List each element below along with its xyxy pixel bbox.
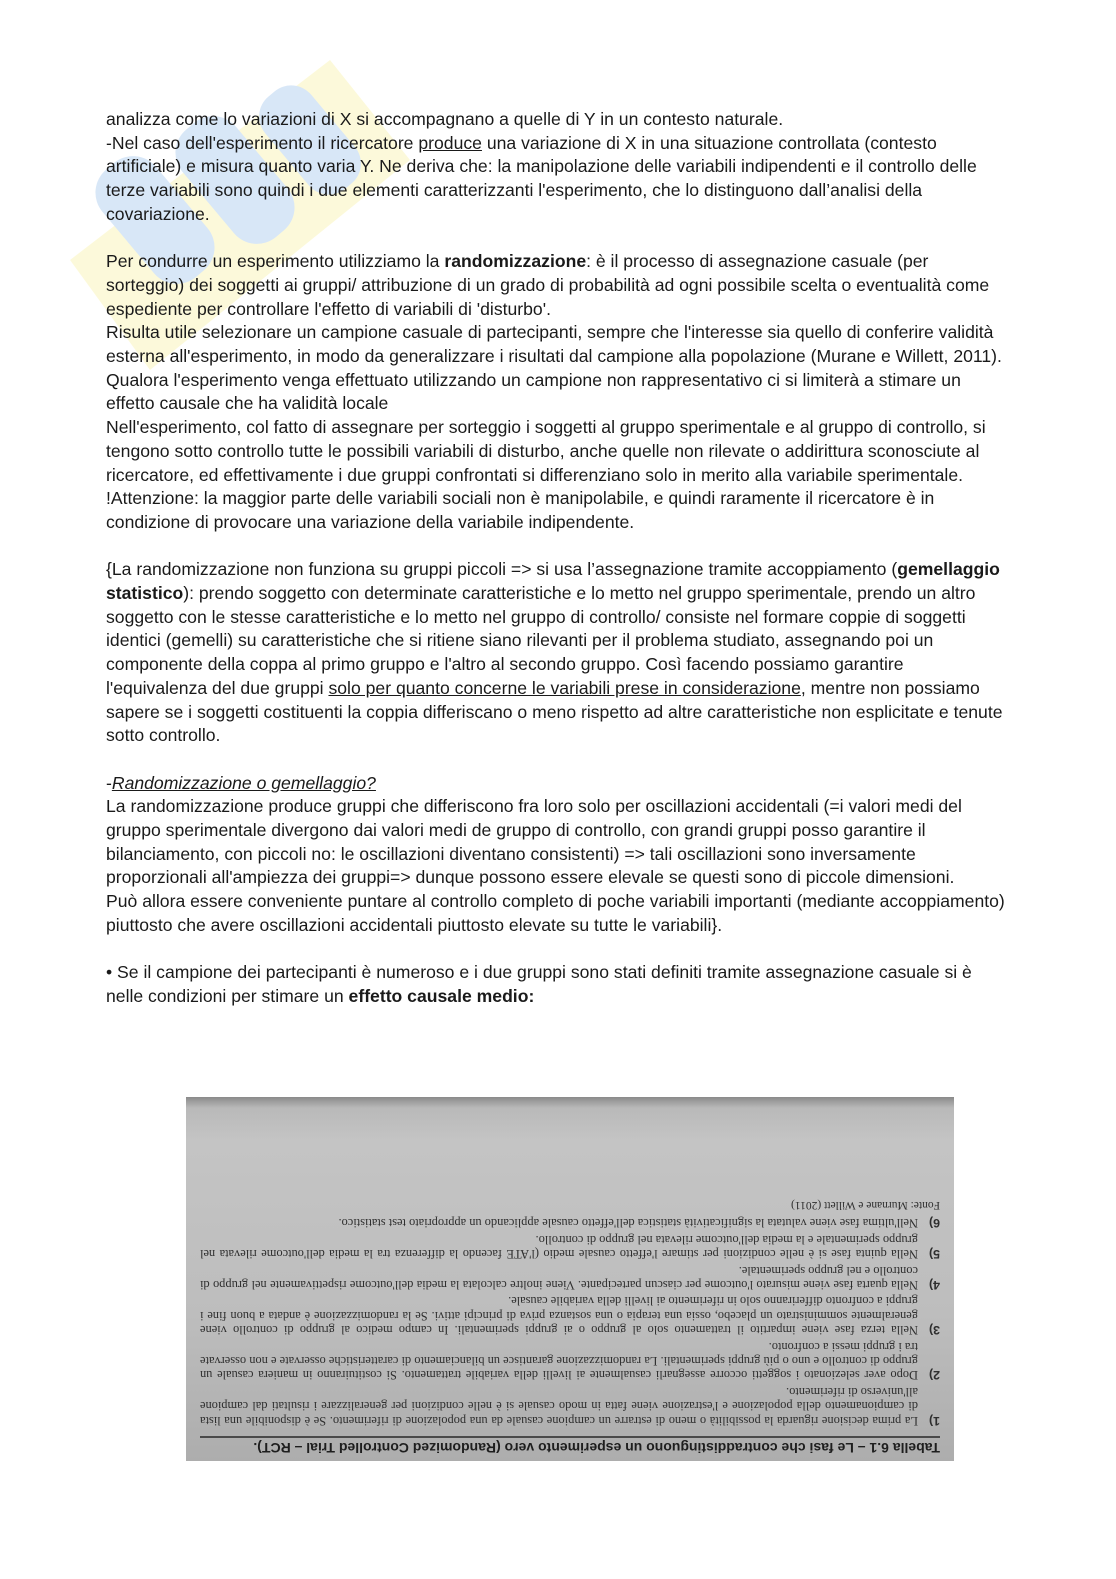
term-randomizzazione: randomizzazione (444, 251, 587, 272)
table-item-number: 5) (928, 1247, 940, 1262)
underlined-produce: produce (418, 132, 482, 153)
table-title: Tabella 6.1 – Le fasi che contraddistinguono un esperimento vero (Randomized Controlled Trial – RCT). (200, 1436, 940, 1455)
table-item-number: 4) (928, 1277, 940, 1292)
table-item-text: La prima decisione riguarda la possibilità o meno di estrarre un campione casuale da una popolazione di riferimento. Se è disponibile una lista di campionamento della popolazione e l'estrazione viene fatta in modo casuale si è nelle condizioni per generalizzare i risultati dal campione all'universo di riferimento. (200, 1384, 918, 1428)
table-source: Fonte: Murnane e Willett (2011) (790, 1198, 940, 1211)
term-gemellaggio-statistico: gemellaggio statistico (106, 559, 1000, 604)
section-heading: Randomizzazione o gemellaggio? (111, 772, 376, 793)
document-body (106, 108, 1006, 1009)
paragraph-effetto-causale: • Se il campione dei partecipanti è numeroso e i due gruppi sono stati definiti tramite assegnazione casuale si è nelle condizioni per stimare un effetto causale medio: (106, 962, 972, 1006)
table-item (200, 1216, 940, 1230)
paragraph-1: analizza come lo variazioni di X si accompagnano a quelle di Y in un contesto naturale. -Nel caso dell'esperimento il ricercatore produce una variazione di X in una situazione controllata (contesto artificiale) e misura quanto varia Y. Ne deriva che: la manipolazione delle variabili indipendenti e il controllo delle terze variabili sono quindi i due elementi caratterizzanti l'esperimento, che lo distinguono dall’analisi della covariazione. (106, 109, 977, 224)
table-item-text: Dopo aver selezionato i soggetti occorre assegnarli casualmente ai livelli della variabile trattamento. Si costituiranno in maniera casuale un gruppo di controllo e uno o più gruppi sperimentali. La randomizzazione garantisce un bilanciamento di caratteristiche osservate e non osservate tra i gruppi messi a confronto. (200, 1339, 918, 1383)
table-item (200, 1294, 940, 1337)
underlined-variabili: solo per quanto concerne le variabili prese in considerazione (328, 677, 801, 698)
table-item (200, 1232, 940, 1261)
paragraph-confronto: -Randomizzazione o gemellaggio? La randomizzazione produce gruppi che differiscono fra loro solo per oscillazioni accidentali (=i valori medi del gruppo sperimentale divergono dai valori medi de gruppo di controllo, con grandi gruppi posso garantire il bilanciamento, con piccoli no: le oscillazioni diventano consistenti) => tali oscillazioni sono inversamente proporzionali all'ampiezza dei gruppi=> dunque possono essere elevale se questi sono di piccole dimensioni. Può allora essere conveniente puntare al controllo completo di poche variabili importanti (mediante accoppiamento) piuttosto che avere oscillazioni accidentali piuttosto elevate su tutte le variabili}. (106, 772, 1005, 935)
table-item-text: Nella quinta fase si è nelle condizioni per stimare l'effetto causale medio (l'ATE facendo la differenza tra la media dell'outcome rilevata nel gruppo sperimentale e la media dell'outcome rilevata nel gruppo di controllo. (200, 1232, 918, 1262)
paragraph-gemellaggio: {La randomizzazione non funziona su gruppi piccoli => si usa l’assegnazione tramite accoppiamento (gemellaggio statistico): prendo soggetto con determinate caratteristiche e lo metto nel gruppo sperimentale, prendo un altro soggetto con le stesse caratteristiche e lo metto nel gruppo di controllo/ consiste nel formare coppie di soggetti identici (gemelli) su caratteristiche che si ritiene siano rilevanti per il problema studiato, assegnando poi un componente della coppa al primo gruppo e l'altro al secondo gruppo. Così facendo possiamo garantire l'equivalenza del due gruppi solo per quanto concerne le variabili prese in considerazione, mentre non possiamo sapere se i soggetti costituenti la coppia differiscano o meno rispetto ad altre caratteristiche non esplicitate e tenute sotto controllo. (106, 559, 1003, 746)
table-item-text: Nella terza fase viene impartito il trattamento solo al gruppo o ai gruppi sperimentali. In campo medico al gruppo di controllo viene generalmente somministrato un placebo, ossia una terapia o una sostanza priva di principi attivi. Se la randomizzazione è andata a buon fine i gruppi a confronto differiranno solo in riferimento ai livelli della variabile causale. (200, 1294, 918, 1338)
table-rotated-content (200, 1103, 940, 1455)
table-items (200, 1216, 940, 1428)
table-item-number: 6) (928, 1216, 940, 1231)
table-item-number: 3) (928, 1323, 940, 1338)
table-item (200, 1384, 940, 1427)
table-photo (186, 1097, 954, 1461)
term-effetto-causale-medio: effetto causale medio: (348, 985, 535, 1006)
table-item (200, 1339, 940, 1382)
table-item-number: 1) (928, 1413, 940, 1428)
paragraph-randomizzazione: Per condurre un esperimento utilizziamo la randomizzazione: è il processo di assegnazione casuale (per sorteggio) dei soggetti ai gruppi/ attribuzione di un grado di probabilità ad ogni possibile scelta o eventualità come espediente per controllare l'effetto di variabili di 'disturbo'. Risulta utile selezionare un campione casuale di partecipanti, sempre che l'interesse sia quello di conferire validità esterna all'esperimento, in modo da generalizzare i risultati dal campione alla popolazione (Murane e Willett, 2011). Qualora l'esperimento venga effettuato utilizzando un campione non rappresentativo ci si limiterà a stimare un effetto causale che ha validità locale Nell'esperimento, col fatto di assegnare per sorteggio i soggetti al gruppo sperimentale e al gruppo di controllo, si tengono sotto controllo tutte le possibili variabili di disturbo, anche quelle non rilevate o addirittura sconosciute al ricercatore, ed effettivamente i due gruppi confrontati si differenziano solo in merito alla variabile sperimentale. !Attenzione: la maggior parte delle variabili sociali non è manipolabile, e quindi raramente il ricercatore è in condizione di provocare una variazione della variabile indipendente. (106, 251, 1002, 532)
table-item-text: Nell'ultima fase viene valutata la significatività statistica dell'effetto causale applicando un appropriato test statistico. (338, 1216, 918, 1231)
table-item (200, 1263, 940, 1292)
table-item-text: Nella quarta fase viene misurato l'outcome per ciascun partecipante. Viene inoltre calcolata la media dell'outcome rispettivamente nel gruppo di controllo e nel gruppo sperimentale. (200, 1263, 918, 1292)
table-item-number: 2) (928, 1368, 940, 1383)
